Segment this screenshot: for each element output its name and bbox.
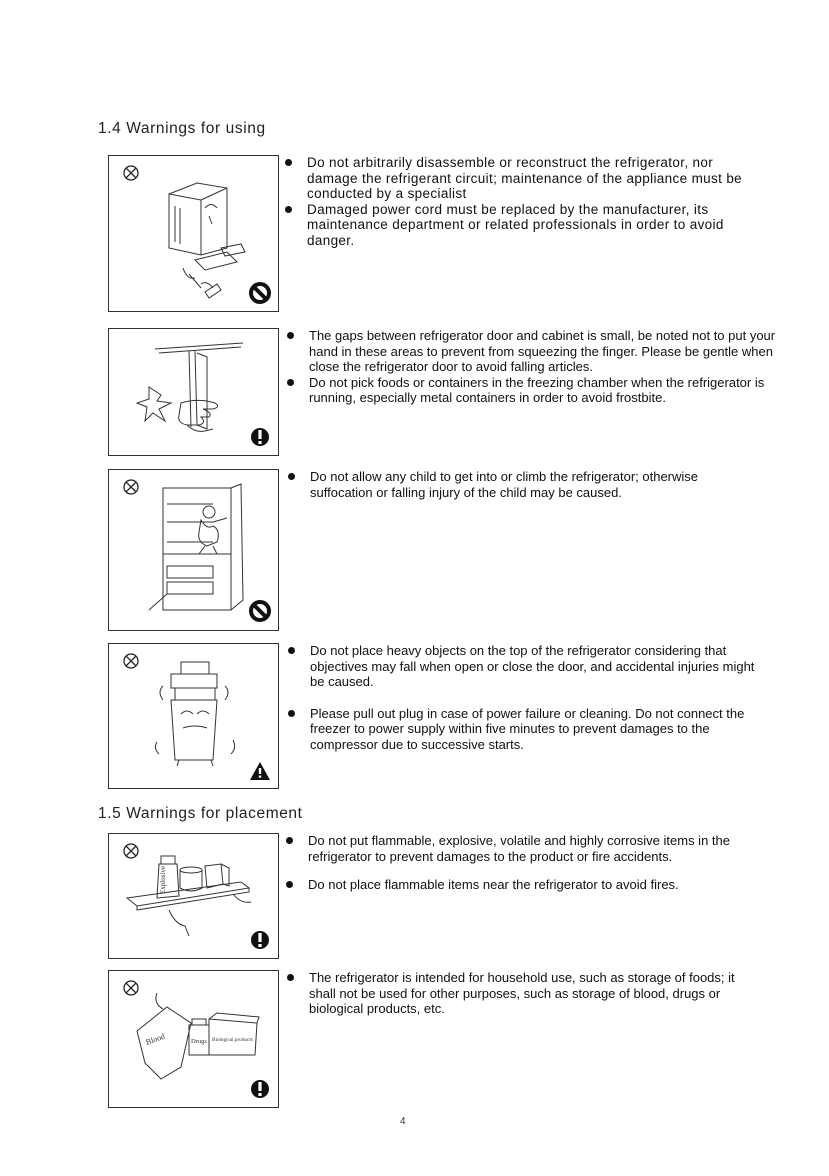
exclamation-icon [251,428,269,446]
warning-text-block-3 [288,469,758,500]
biological-products-label: Biological products [212,1037,253,1043]
circle-cross-icon [124,844,138,858]
circle-cross-icon [124,480,138,494]
illustration-panel-flammable [108,833,279,959]
circle-cross-icon [124,654,138,668]
heavy-objects-illustration [109,644,278,788]
bullet-icon [288,710,295,717]
list-item: Damaged power cord must be replaced by the manufacturer, its maintenance department or related professionals in order to avoid danger. [285,202,755,249]
bullet-icon [285,206,292,213]
exclamation-icon [251,931,269,949]
no-entry-icon [251,602,269,620]
section-title-warnings-placement: 1.5 Warnings for placement [98,805,303,822]
illustration-panel-door-gap [108,328,279,456]
bullet-icon [287,974,294,981]
child-climbing-illustration [109,470,278,630]
list-item: Do not allow any child to get into or climb the refrigerator; otherwise suffocation or falling injury of the child may be caused. [288,469,758,500]
no-entry-icon [251,284,269,302]
bullet-icon [285,159,292,166]
list-item: Do not arbitrarily disassemble or reconstruct the refrigerator, nor damage the refrigerant circuit; maintenance of the appliance must be conducted by a specialist [285,155,755,202]
list-item: The gaps between refrigerator door and cabinet is small, be noted not to put your hand in these areas to prevent from squeezing the finger. Please be gentle when close the refrigerator door to avoid falling articles. [287,328,777,375]
illustration-panel-heavy-objects [108,643,279,789]
warning-text-block-4 [288,643,768,752]
blood-label: Blood [144,1031,167,1047]
warning-text-block-5 [286,833,756,893]
list-item: Do not place flammable items near the refrigerator to avoid fires. [286,877,756,893]
page-number: 4 [400,1116,406,1127]
drugs-label: Drugs [191,1038,207,1045]
warning-triangle-icon [250,762,278,780]
bullet-icon [286,881,293,888]
circle-cross-icon [124,166,138,180]
bullet-icon [287,332,294,339]
list-item: Do not pick foods or containers in the freezing chamber when the refrigerator is running, especially metal containers in order to avoid frostbite. [287,375,777,406]
warning-text-block-2 [287,328,777,406]
illustration-panel-child [108,469,279,631]
bullet-icon [286,837,293,844]
circle-cross-icon [124,981,138,995]
disassemble-illustration [109,156,278,311]
flammable-items-illustration [109,834,278,958]
household-use-illustration [109,971,278,1107]
list-item: Do not place heavy objects on the top of the refrigerator considering that objectives may fall when open or close the door, and accidental injuries might be caused. [288,643,768,690]
bullet-icon [288,473,295,480]
list-item: The refrigerator is intended for household use, such as storage of foods; it shall not be used for other purposes, such as storage of blood, drugs or biological products, etc. [287,970,757,1017]
jar-label: Explosive [159,866,167,894]
bullet-icon [287,379,294,386]
list-item: Do not put flammable, explosive, volatile and highly corrosive items in the refrigerator to prevent damages to the product or fire accidents. [286,833,756,864]
door-gap-illustration [109,329,278,455]
list-item: Please pull out plug in case of power failure or cleaning. Do not connect the freezer to power supply within five minutes to prevent damages to the compressor due to successive starts. [288,706,768,753]
warning-text-block-1 [285,155,755,248]
illustration-panel-household-use [108,970,279,1108]
warning-text-block-6 [287,970,757,1017]
bullet-icon [288,647,295,654]
section-title-warnings-using: 1.4 Warnings for using [98,120,266,137]
illustration-panel-disassemble [108,155,279,312]
exclamation-icon [251,1080,269,1098]
